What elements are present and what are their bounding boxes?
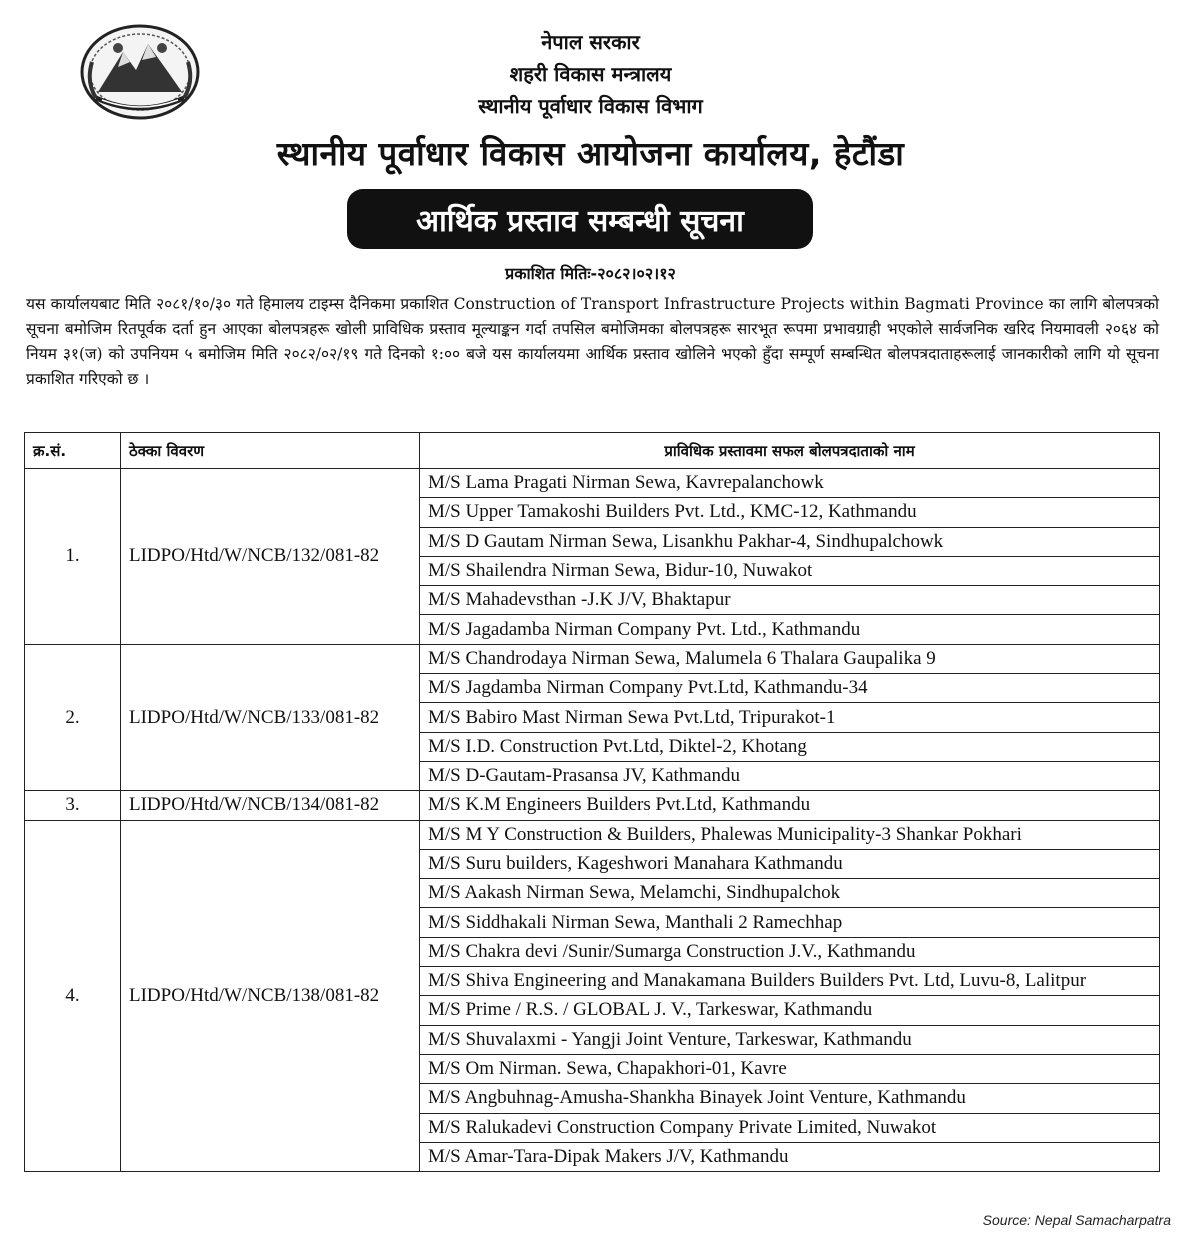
table-header-row <box>25 433 1160 469</box>
notice-title: आर्थिक प्रस्ताव सम्बन्धी सूचना <box>416 203 744 239</box>
contract-code: LIDPO/Htd/W/NCB/132/081-82 <box>121 469 420 645</box>
bidder-name: M/S Om Nirman. Sewa, Chapakhori-01, Kavre <box>420 1054 1160 1083</box>
bidder-name: M/S Amar-Tara-Dipak Makers J/V, Kathmandu <box>420 1142 1160 1171</box>
header-government: नेपाल सरकार <box>541 30 640 54</box>
bidder-name: M/S Mahadevsthan -J.K J/V, Bhaktapur <box>420 586 1160 615</box>
bidder-name: M/S Prime / R.S. / GLOBAL J. V., Tarkeswar, Kathmandu <box>420 996 1160 1025</box>
bidders-table <box>24 432 1160 1172</box>
header-bidder: प्राविधिक प्रस्तावमा सफल बोलपत्रदाताको नाम <box>420 433 1160 469</box>
bidder-name: M/S M Y Construction & Builders, Phalewas Municipality-3 Shankar Pokhari <box>420 820 1160 849</box>
table-row <box>25 469 1160 498</box>
serial-number: 1. <box>25 469 121 645</box>
bidder-name: M/S Aakash Nirman Sewa, Melamchi, Sindhupalchok <box>420 879 1160 908</box>
bidder-name: M/S D Gautam Nirman Sewa, Lisankhu Pakhar-4, Sindhupalchowk <box>420 527 1160 556</box>
bidder-name: M/S Suru builders, Kageshwori Manahara Kathmandu <box>420 849 1160 878</box>
bidder-name: M/S Shiva Engineering and Manakamana Builders Builders Pvt. Ltd, Luvu-8, Lalitpur <box>420 967 1160 996</box>
bidder-name: M/S K.M Engineers Builders Pvt.Ltd, Kathmandu <box>420 791 1160 820</box>
bidder-name: M/S Upper Tamakoshi Builders Pvt. Ltd., KMC-12, Kathmandu <box>420 498 1160 527</box>
table-row <box>25 820 1160 849</box>
bidder-name: M/S Shailendra Nirman Sewa, Bidur-10, Nuwakot <box>420 556 1160 585</box>
notice-title-banner <box>347 189 813 249</box>
bidder-name: M/S Angbuhnag-Amusha-Shankha Binayek Joint Venture, Kathmandu <box>420 1084 1160 1113</box>
header-department: स्थानीय पूर्वाधार विकास विभाग <box>478 94 703 118</box>
header-office: स्थानीय पूर्वाधार विकास आयोजना कार्यालय, हेटौंडा <box>276 134 905 173</box>
bidder-name: M/S Ralukadevi Construction Company Private Limited, Nuwakot <box>420 1113 1160 1142</box>
serial-number: 3. <box>25 791 121 820</box>
table-row <box>25 791 1160 820</box>
bidder-name: M/S Jagadamba Nirman Company Pvt. Ltd., Kathmandu <box>420 615 1160 644</box>
contract-code: LIDPO/Htd/W/NCB/138/081-82 <box>121 820 420 1172</box>
contract-code: LIDPO/Htd/W/NCB/133/081-82 <box>121 644 420 790</box>
header-serial: क्र.सं. <box>25 433 121 469</box>
published-date: प्रकाशित मितिः-२०८२।०२।१२ <box>505 264 676 283</box>
bidder-name: M/S Babiro Mast Nirman Sewa Pvt.Ltd, Tripurakot-1 <box>420 703 1160 732</box>
bidder-name: M/S D-Gautam-Prasansa JV, Kathmandu <box>420 761 1160 790</box>
bidder-name: M/S Shuvalaxmi - Yangji Joint Venture, Tarkeswar, Kathmandu <box>420 1025 1160 1054</box>
header-ministry: शहरी विकास मन्त्रालय <box>509 62 672 86</box>
bidder-name: M/S Chandrodaya Nirman Sewa, Malumela 6 Thalara Gaupalika 9 <box>420 644 1160 673</box>
notice-paragraph: यस कार्यालयबाट मिति २०८१/१०/३० गते हिमालय टाइम्स दैनिकमा प्रकाशित Construction of Transport Infrastructure Projects within Bagmati Province का लागि बोलपत्रको सूचना बमोजिम रितपूर्वक दर्ता हुन आएका बोलपत्रहरू खोली प्राविधिक प्रस्ताव मूल्याङ्कन गर्दा तपसिल बमोजिमका बोलपत्रहरू सारभूत रूपमा प्रभावग्राही भएकोले सार्वजनिक खरिद नियमावली २०६४ को नियम ३१(ज) को उपनियम ५ बमोजिम मिति २०८२/०२/१९ गते दिनको १:०० बजे यस कार्यालयमा आर्थिक प्रस्ताव खोलिने भएको हुँदा सम्पूर्ण सम्बन्धित बोलपत्रदाताहरूलाई जानकारीको लागि यो सूचना प्रकाशित गरिएको छ । <box>26 295 1159 388</box>
source-credit: Source: Nepal Samacharpatra <box>982 1212 1171 1228</box>
table-body <box>25 469 1160 1172</box>
serial-number: 2. <box>25 644 121 790</box>
bidder-name: M/S Jagdamba Nirman Company Pvt.Ltd, Kathmandu-34 <box>420 674 1160 703</box>
bidder-name: M/S I.D. Construction Pvt.Ltd, Diktel-2, Khotang <box>420 732 1160 761</box>
header-contract: ठेक्का विवरण <box>121 433 420 469</box>
table-row <box>25 644 1160 673</box>
bidder-name: M/S Siddhakali Nirman Sewa, Manthali 2 Ramechhap <box>420 908 1160 937</box>
bidder-name: M/S Lama Pragati Nirman Sewa, Kavrepalanchowk <box>420 469 1160 498</box>
contract-code: LIDPO/Htd/W/NCB/134/081-82 <box>121 791 420 820</box>
serial-number: 4. <box>25 820 121 1172</box>
bidder-name: M/S Chakra devi /Sunir/Sumarga Construction J.V., Kathmandu <box>420 937 1160 966</box>
